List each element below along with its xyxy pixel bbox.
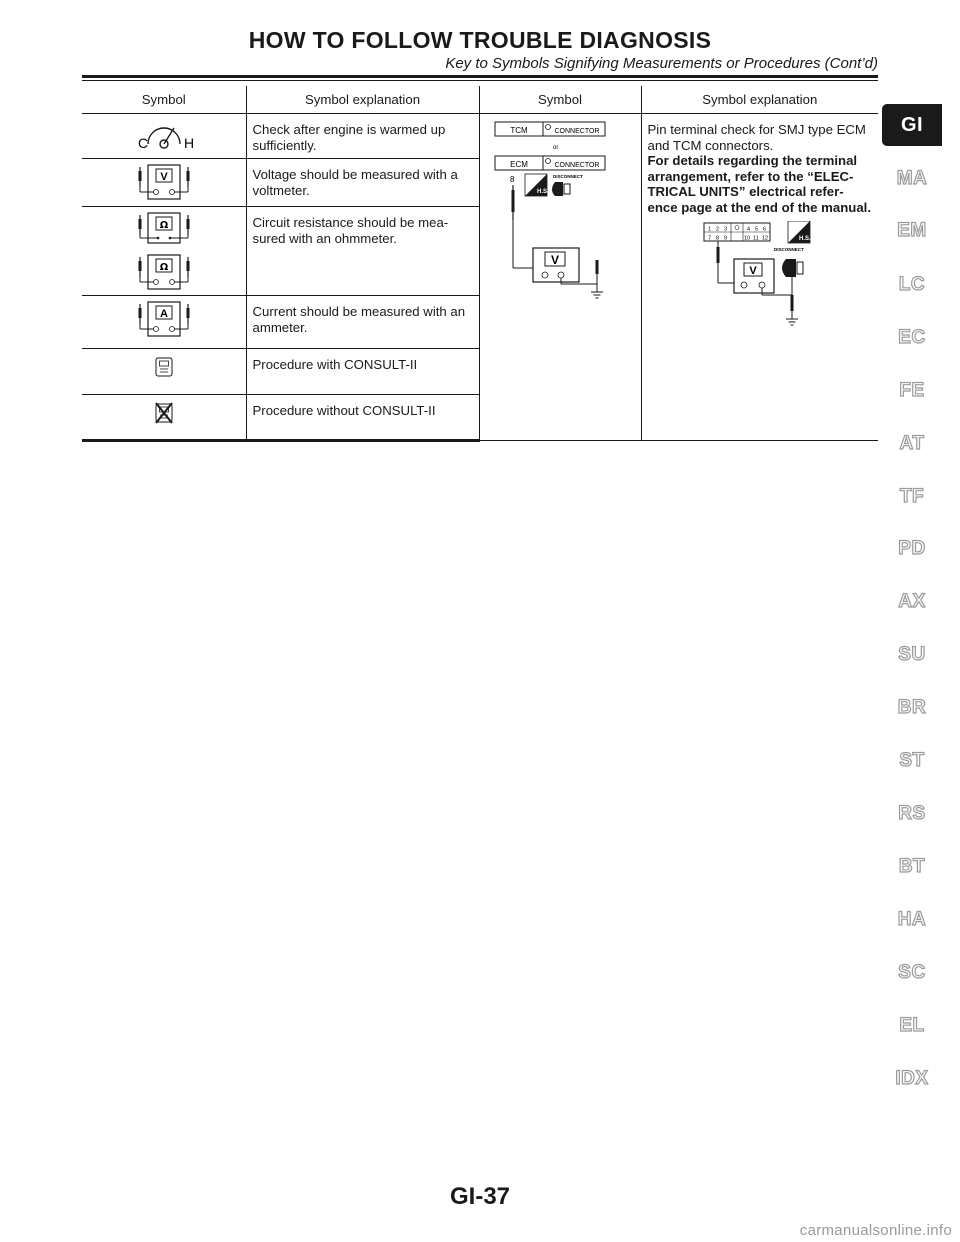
or-label: or	[553, 145, 559, 151]
section-tab-idx[interactable]: IDX	[895, 1068, 929, 1089]
col-header-symbol: Symbol	[82, 86, 246, 114]
pin-bottom-8: 8	[715, 235, 719, 242]
voltmeter-icon	[134, 159, 194, 203]
col-header-explanation-2: Symbol explanation	[641, 86, 878, 114]
explanation-cell: Procedure with CONSULT-II	[246, 349, 479, 395]
ohm-letter-2: Ω	[159, 262, 169, 273]
section-tab-rs[interactable]: RS	[898, 803, 926, 824]
pin-bottom-9: 9	[723, 235, 727, 242]
volt-letter: V	[160, 171, 168, 183]
pin-check-text: Pin terminal check for SMJ type ECM and TCM connectors.	[647, 122, 866, 153]
section-tab-ax[interactable]: AX	[898, 591, 926, 612]
section-tab-el[interactable]: EL	[899, 1015, 925, 1036]
header-rule-thick	[82, 75, 878, 78]
symbol-cell	[82, 114, 246, 159]
explanation-cell: Procedure without CONSULT-II	[246, 395, 479, 441]
pin-8-label: 8	[510, 175, 515, 184]
ecm-label: ECM	[510, 160, 528, 169]
page-title: HOW TO FOLLOW TROUBLE DIAGNOSIS	[248, 27, 712, 53]
section-tab-gi[interactable]: GI	[882, 104, 942, 146]
watermark: carmanualsonline.info	[799, 1222, 952, 1239]
pin-top-6: 6	[762, 226, 766, 233]
table-header-row	[82, 86, 878, 114]
amp-letter: A	[159, 308, 168, 320]
section-tab-br[interactable]: BR	[897, 697, 927, 718]
table-row	[82, 114, 878, 159]
pin-check-bold-text: For details regarding the terminal arrangement, refer to the “ELEC- TRICAL UNITS” electrical refer- ence page at the end of the manual.	[647, 153, 871, 215]
symbol-cell	[82, 395, 246, 441]
section-tab-ec[interactable]: EC	[898, 327, 926, 348]
pin-check-symbol-cell	[479, 114, 641, 441]
tcm-label: TCM	[510, 126, 528, 135]
symbol-cell	[82, 349, 246, 395]
page-number: GI-37	[449, 1183, 511, 1210]
section-tab-lc[interactable]: LC	[898, 274, 926, 295]
ammeter-icon	[134, 296, 194, 340]
symbol-cell	[82, 207, 246, 296]
explanation-cell: Circuit resistance should be mea- sured with an ohmmeter.	[246, 207, 479, 296]
pin-top-5: 5	[754, 226, 758, 233]
section-tab-st[interactable]: ST	[899, 750, 925, 771]
consult-ii-icon	[154, 355, 174, 379]
pin-bottom-7: 7	[707, 235, 711, 242]
pin-bottom-11: 11	[752, 235, 759, 242]
pin-top-2: 2	[715, 226, 719, 233]
diagram2-hs-label: H.S.	[798, 236, 811, 242]
header-rule-thin	[82, 80, 878, 81]
ohm-letter-1: Ω	[159, 220, 169, 231]
pin-top-1: 1	[707, 226, 711, 233]
tcm-connector-label: CONNECTOR	[554, 128, 600, 135]
section-tab-ha[interactable]: HA	[897, 909, 927, 930]
pin-top-4: 4	[746, 226, 750, 233]
explanation-cell: Current should be measured with an ammeter.	[246, 296, 479, 349]
section-tab-pd[interactable]: PD	[898, 538, 926, 559]
hs-label: H.S.	[537, 189, 549, 195]
smj-pin-check-diagram	[485, 120, 635, 300]
gauge-cold-label: C	[137, 135, 148, 151]
diagram2-disconnect-label: DISCONNECT	[773, 247, 804, 252]
diagram2-meter-label: V	[748, 265, 757, 277]
col-header-explanation: Symbol explanation	[246, 86, 479, 114]
ecm-connector-label: CONNECTOR	[554, 162, 600, 169]
engine-warm-gauge-icon	[124, 114, 204, 154]
col-header-symbol-2: Symbol	[479, 86, 641, 114]
disconnect-label: DISCONNECT	[553, 174, 583, 179]
section-tab-ma[interactable]: MA	[896, 168, 928, 189]
pin-check-explanation-cell	[641, 114, 878, 441]
section-tab-su[interactable]: SU	[898, 644, 926, 665]
section-tab-fe[interactable]: FE	[899, 380, 925, 401]
symbol-cell	[82, 296, 246, 349]
pin-arrangement-diagram	[700, 221, 830, 331]
symbol-cell	[82, 159, 246, 207]
gauge-hot-label: H	[183, 135, 194, 151]
symbol-table	[82, 86, 878, 442]
no-consult-ii-icon	[154, 401, 174, 425]
explanation-cell: Voltage should be measured with a voltmeter.	[246, 159, 479, 207]
section-tab-em[interactable]: EM	[897, 220, 927, 241]
ohmmeter-icon	[134, 207, 194, 293]
section-tab-sc[interactable]: SC	[898, 962, 926, 983]
section-tab-at[interactable]: AT	[899, 433, 925, 454]
page-subtitle: Key to Symbols Signifying Measurements or Procedures (Cont’d)	[445, 55, 878, 72]
pin-bottom-12: 12	[761, 235, 768, 242]
section-tab-bt[interactable]: BT	[898, 856, 926, 877]
pin-bottom-10: 10	[743, 235, 750, 242]
diagram1-meter-label: V	[550, 253, 560, 267]
section-tab-tf[interactable]: TF	[899, 486, 925, 507]
explanation-cell: Check after engine is warmed up sufficiently.	[246, 114, 479, 159]
pin-top-3: 3	[723, 226, 727, 233]
